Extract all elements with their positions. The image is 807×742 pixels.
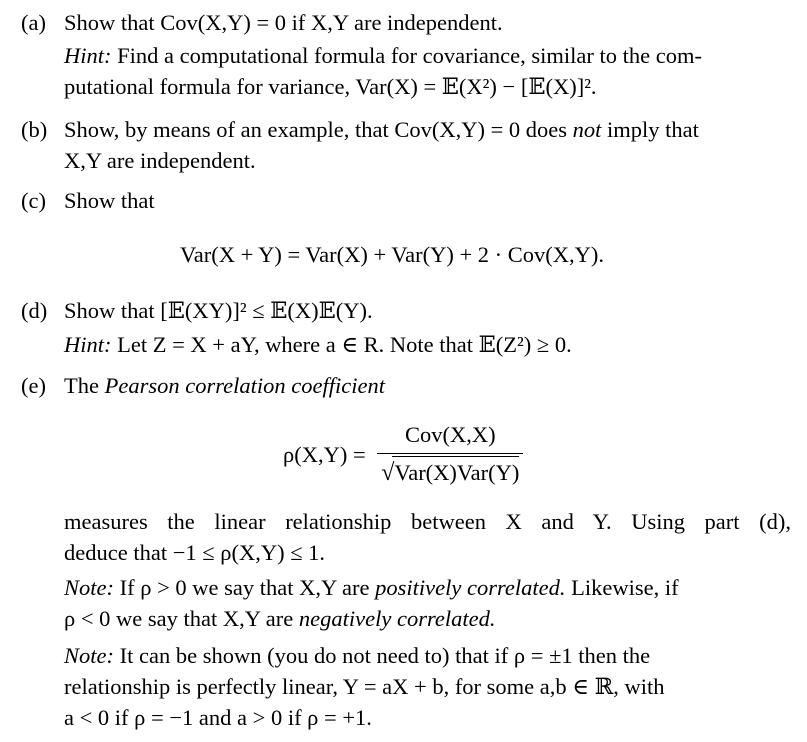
hint-label-a: Hint: [64,43,112,68]
formula-lhs: ρ(X,Y) = [283,441,366,467]
exercise-e-paragraph [21,506,791,568]
note1-line1 [64,572,791,603]
note1-line2-pre: ρ < 0 we say that X,Y are [64,606,294,631]
note1-line1-emph: positively correlated. [375,575,566,600]
radicand: Var(X)Var(Y) [392,456,519,488]
hint-d-line [64,329,791,360]
item-label-d: (d) [21,298,48,323]
para-e-line1: measures the linear relationship between X and Y. Using part (d), [64,509,791,534]
statement-b-post: imply that [607,117,699,142]
statement-d: Show that [𝔼(XY)]² ≤ 𝔼(X)𝔼(Y). [64,298,373,323]
hint-a-text1: Find a computational formula for covariance, similar to the com- [117,43,702,68]
formula-fraction [377,419,523,489]
exercise-d [21,295,791,360]
exercise-c [21,185,791,216]
note2-line2: relationship is perfectly linear, Y = aX + b, for some a,b ∈ ℝ, with [64,674,665,699]
note2-line1 [64,640,791,671]
display-equation-c: Var(X + Y) = Var(X) + Var(Y) + 2 · Cov(X,Y). [180,242,604,267]
hint-a-line2: putational formula for variance, Var(X) = 𝔼(X²) − [𝔼(X)]². [64,74,597,99]
para-e-line2: deduce that −1 ≤ ρ(X,Y) ≤ 1. [64,540,326,565]
note-2 [21,640,791,733]
pearson-formula [283,419,523,489]
item-label-b: (b) [21,117,48,142]
note2-label: Note: [64,643,114,668]
note2-line3: a < 0 if ρ = −1 and a > 0 if ρ = +1. [64,705,372,730]
hint-a-line1 [64,40,791,71]
radical-sign: √ [381,460,395,486]
statement-a: Show that Cov(X,Y) = 0 if X,Y are independent. [64,10,503,35]
item-label-c: (c) [21,188,46,213]
statement-b-pre: Show, by means of an example, that Cov(X,Y) = 0 does [64,117,568,142]
exercise-e [21,370,791,401]
note1-line1-post: Likewise, if [571,575,679,600]
note-1 [21,572,791,634]
statement-c: Show that [64,188,155,213]
item-label-e: (e) [21,373,46,398]
formula-denominator [377,453,523,489]
exercise-a [21,7,791,102]
note1-line2-emph: negatively correlated. [298,606,496,631]
note2-line1-text: It can be shown (you do not need to) that if ρ = ±1 then the [119,643,651,668]
statement-e-pre: The [64,373,99,398]
hint-label-d: Hint: [64,332,112,357]
statement-b-line2: X,Y are independent. [64,148,256,173]
note1-line1-pre: If ρ > 0 we say that X,Y are [119,575,370,600]
hint-d-text: Let Z = X + aY, where a ∈ R. Note that 𝔼(Z²) ≥ 0. [117,332,572,357]
formula-numerator: Cov(X,X) [405,422,496,447]
statement-b-line1 [64,114,791,145]
note1-line2 [64,603,791,634]
exercise-b [21,114,791,176]
statement-b-emph: not [572,117,602,142]
note1-label: Note: [64,575,114,600]
item-label-a: (a) [21,10,46,35]
statement-e [64,370,791,401]
statement-e-term: Pearson correlation coefficient [104,373,385,398]
